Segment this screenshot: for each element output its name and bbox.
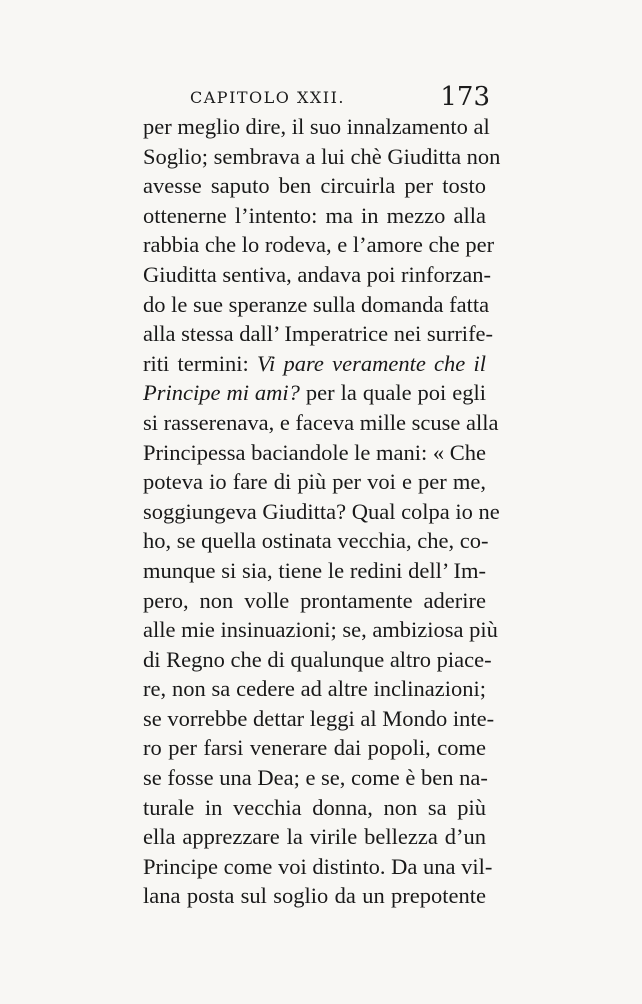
text-line: avesse saputo ben circuirla per tosto [143,173,486,199]
body-text [143,112,501,911]
text-line: lana posta sul soglio da un prepotente [143,883,486,909]
text-line: pero, non volle prontamente aderire [143,587,486,613]
text-line: Principessa baciandole le mani: « Che [143,439,487,465]
text-line: munque si sia, tiene le redini dell’ Im- [143,557,486,583]
text-line: Giuditta sentiva, andava poi rinforzan- [143,261,492,287]
text-line: ro per farsi venerare dai popoli, come [143,735,486,761]
text-line: ella apprezzare la virile bellezza d’un [143,824,486,850]
text-line-mixed [143,349,486,379]
text-line: di Regno che di qualunque altro piace- [143,646,492,672]
page-number: 173 [440,82,490,112]
text-segment: riti termini: [143,350,249,376]
text-segment: per la quale poi egli [305,380,487,406]
text-line: alle mie insinuazioni; se, ambiziosa più [143,617,498,643]
text-line: se vorrebbe dettar leggi al Mondo inte- [143,705,495,731]
text-line: Principe come voi distinto. Da una vil- [143,853,493,879]
text-line: ottenerne l’intento: ma in mezzo alla [143,202,486,228]
text-line: soggiungeva Giuditta? Qual colpa io ne [143,498,500,524]
text-line: se fosse una Dea; e se, come è ben na- [143,765,488,791]
text-line: alla stessa dall’ Imperatrice nei surrife- [143,321,494,347]
italic-quote: Principe mi ami? [143,380,300,406]
text-line: turale in vecchia donna, non sa più [143,794,486,820]
text-line-mixed [143,378,486,408]
running-head: CAPITOLO XXII. [190,88,346,107]
text-line: Soglio; sembrava a lui chè Giuditta non [143,143,501,169]
text-line: ho, se quella ostinata vecchia, che, co- [143,528,489,554]
page-header [180,82,500,112]
text-line: poteva io fare di più per voi e per me, [143,469,486,495]
text-line: per meglio dire, il suo innalzamento al [143,114,490,139]
text-line: re, non sa cedere ad altre inclinazioni; [143,676,486,702]
italic-quote: Vi pare veramente che il [256,350,487,376]
text-line: do le sue speranze sulla domanda fatta [143,291,490,317]
text-line: rabbia che lo rodeva, e l’amore che per [143,232,495,258]
text-line: si rasserenava, e faceva mille scuse alla [143,409,499,435]
